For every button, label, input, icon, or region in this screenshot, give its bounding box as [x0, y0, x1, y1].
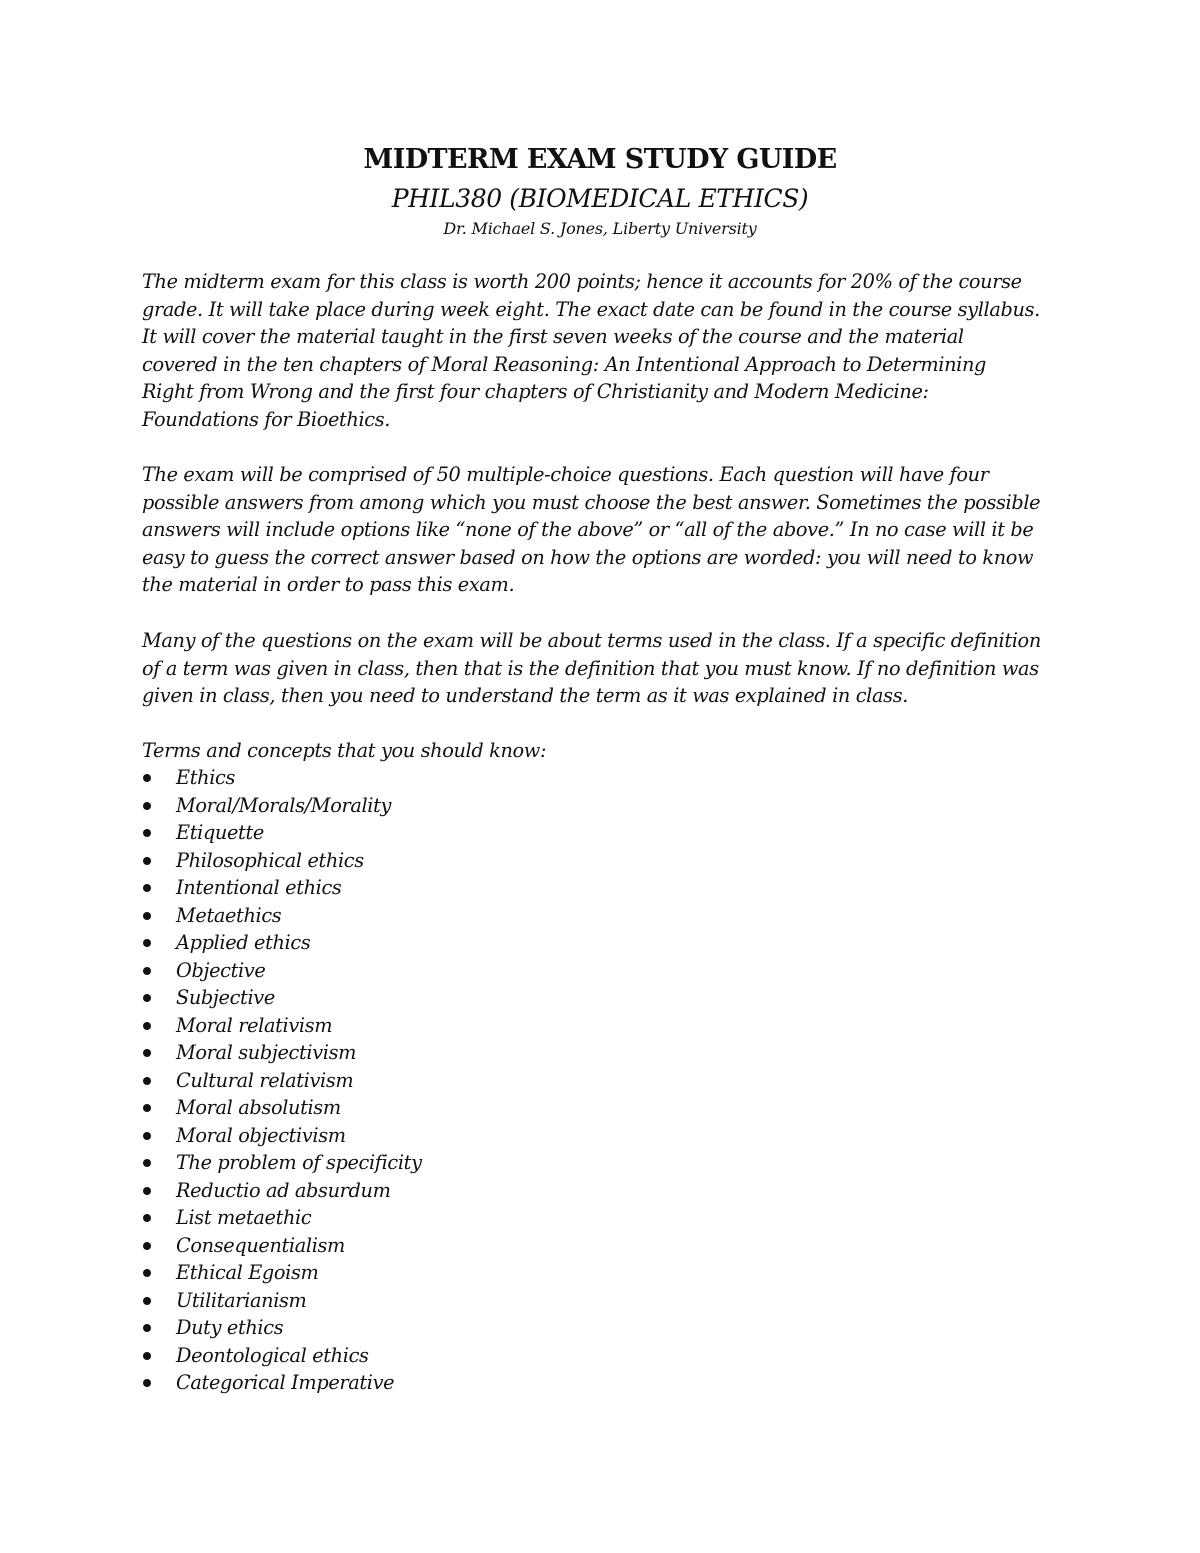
list-item: [142, 1094, 422, 1122]
bullet-icon: [143, 1187, 151, 1195]
list-item: [142, 984, 422, 1012]
bullet-icon: [143, 912, 151, 920]
bullet-icon: [143, 967, 151, 975]
term-text: Intentional ethics: [176, 876, 342, 899]
list-item: [142, 1369, 422, 1397]
author-line: Dr. Michael S. Jones, Liberty University: [443, 219, 757, 238]
list-item: [142, 1259, 422, 1287]
paragraph-line: the material in order to pass this exam.: [142, 573, 515, 596]
course-subtitle: PHIL380 (BIOMEDICAL ETHICS): [391, 184, 809, 213]
bullet-icon: [143, 994, 151, 1002]
term-text: Deontological ethics: [176, 1343, 369, 1367]
bullet-icon: [143, 1104, 151, 1112]
term-text: Objective: [176, 958, 266, 982]
term-text: Categorical Imperative: [176, 1371, 395, 1394]
list-item: [142, 1149, 422, 1177]
term-text: Metaethics: [176, 903, 282, 927]
term-text: Ethics: [176, 766, 236, 789]
term-text: Cultural relativism: [176, 1068, 354, 1092]
term-text: Ethical Egoism: [176, 1261, 319, 1284]
intro-paragraph: [142, 268, 1082, 433]
bullet-icon: [143, 1214, 151, 1222]
bullet-icon: [143, 1324, 151, 1332]
list-item: [142, 902, 422, 930]
term-text: Subjective: [176, 986, 275, 1009]
paragraph-line: given in class, then you need to understand the term as it was explained in class.: [142, 684, 909, 707]
term-text: List metaethic: [176, 1206, 312, 1229]
bullet-icon: [143, 802, 151, 810]
list-item: [142, 1039, 422, 1067]
term-text: Etiquette: [176, 821, 264, 844]
list-item: [142, 1232, 422, 1260]
term-text: Moral relativism: [176, 1013, 333, 1037]
terms-heading-text: Terms and concepts that you should know:: [142, 739, 547, 762]
bullet-icon: [143, 1379, 151, 1387]
term-text: Duty ethics: [176, 1316, 284, 1339]
paragraph-line: The exam will be comprised of 50 multiple-choice questions. Each question will have four: [142, 463, 989, 486]
paragraph-line: The midterm exam for this class is worth 200 points; hence it accounts for 20% of the course: [142, 270, 1022, 293]
bullet-icon: [143, 857, 151, 865]
terms-heading: [142, 737, 1082, 765]
paragraph-line: answers will include options like “none of the above” or “all of the above.” In no case will it be: [142, 518, 1034, 541]
term-text: Moral subjectivism: [176, 1041, 357, 1064]
terms-info-paragraph: [142, 627, 1082, 710]
term-text: Moral/Morals/Morality: [176, 793, 392, 817]
bullet-icon: [143, 1132, 151, 1140]
list-item: [142, 1177, 422, 1205]
paragraph-line: Right from Wrong and the first four chapters of Christianity and Modern Medicine:: [142, 380, 929, 403]
term-text: Reductio ad absurdum: [176, 1178, 391, 1202]
bullet-icon: [143, 1049, 151, 1057]
bullet-icon: [143, 1077, 151, 1085]
list-item: [142, 847, 422, 875]
bullet-icon: [143, 1159, 151, 1167]
bullet-icon: [143, 939, 151, 947]
paragraph-line: It will cover the material taught in the first seven weeks of the course and the material: [142, 325, 964, 348]
bullet-icon: [143, 774, 151, 782]
term-text: Consequentialism: [176, 1233, 345, 1257]
list-item: [142, 792, 422, 820]
paragraph-line: easy to guess the correct answer based on how the options are worded: you will need to know: [142, 545, 1034, 569]
bullet-icon: [143, 829, 151, 837]
list-item: [142, 819, 422, 847]
paragraph-line: possible answers from among which you must choose the best answer. Sometimes the possible: [142, 490, 1041, 514]
term-text: Applied ethics: [176, 931, 311, 954]
bullet-icon: [143, 884, 151, 892]
list-item: [142, 874, 422, 902]
bullet-icon: [143, 1022, 151, 1030]
page-title: MIDTERM EXAM STUDY GUIDE: [363, 144, 837, 175]
list-item: [142, 1287, 422, 1315]
term-text: The problem of specificity: [176, 1151, 422, 1174]
terms-list: [142, 764, 422, 1397]
paragraph-line: Many of the questions on the exam will be about terms used in the class. If a specific definition: [142, 629, 1041, 652]
bullet-icon: [143, 1352, 151, 1360]
paragraph-line: covered in the ten chapters of Moral Reasoning: An Intentional Approach to Determining: [142, 352, 987, 376]
list-item: [142, 1314, 422, 1342]
list-item: [142, 1122, 422, 1150]
paragraph-line: Foundations for Bioethics.: [142, 407, 391, 431]
list-item: [142, 957, 422, 985]
exam-format-paragraph: [142, 461, 1082, 599]
paragraph-line: grade. It will take place during week eight. The exact date can be found in the course syllabus.: [142, 297, 1040, 321]
paragraph-line: of a term was given in class, then that is the definition that you must know. If no definition was: [142, 656, 1039, 680]
term-text: Philosophical ethics: [176, 848, 364, 872]
list-item: [142, 1204, 422, 1232]
list-item: [142, 1012, 422, 1040]
bullet-icon: [143, 1242, 151, 1250]
list-item: [142, 929, 422, 957]
term-text: Moral objectivism: [176, 1123, 346, 1147]
bullet-icon: [143, 1297, 151, 1305]
list-item: [142, 1342, 422, 1370]
term-text: Utilitarianism: [176, 1288, 307, 1312]
list-item: [142, 764, 422, 792]
bullet-icon: [143, 1269, 151, 1277]
list-item: [142, 1067, 422, 1095]
term-text: Moral absolutism: [176, 1096, 341, 1119]
